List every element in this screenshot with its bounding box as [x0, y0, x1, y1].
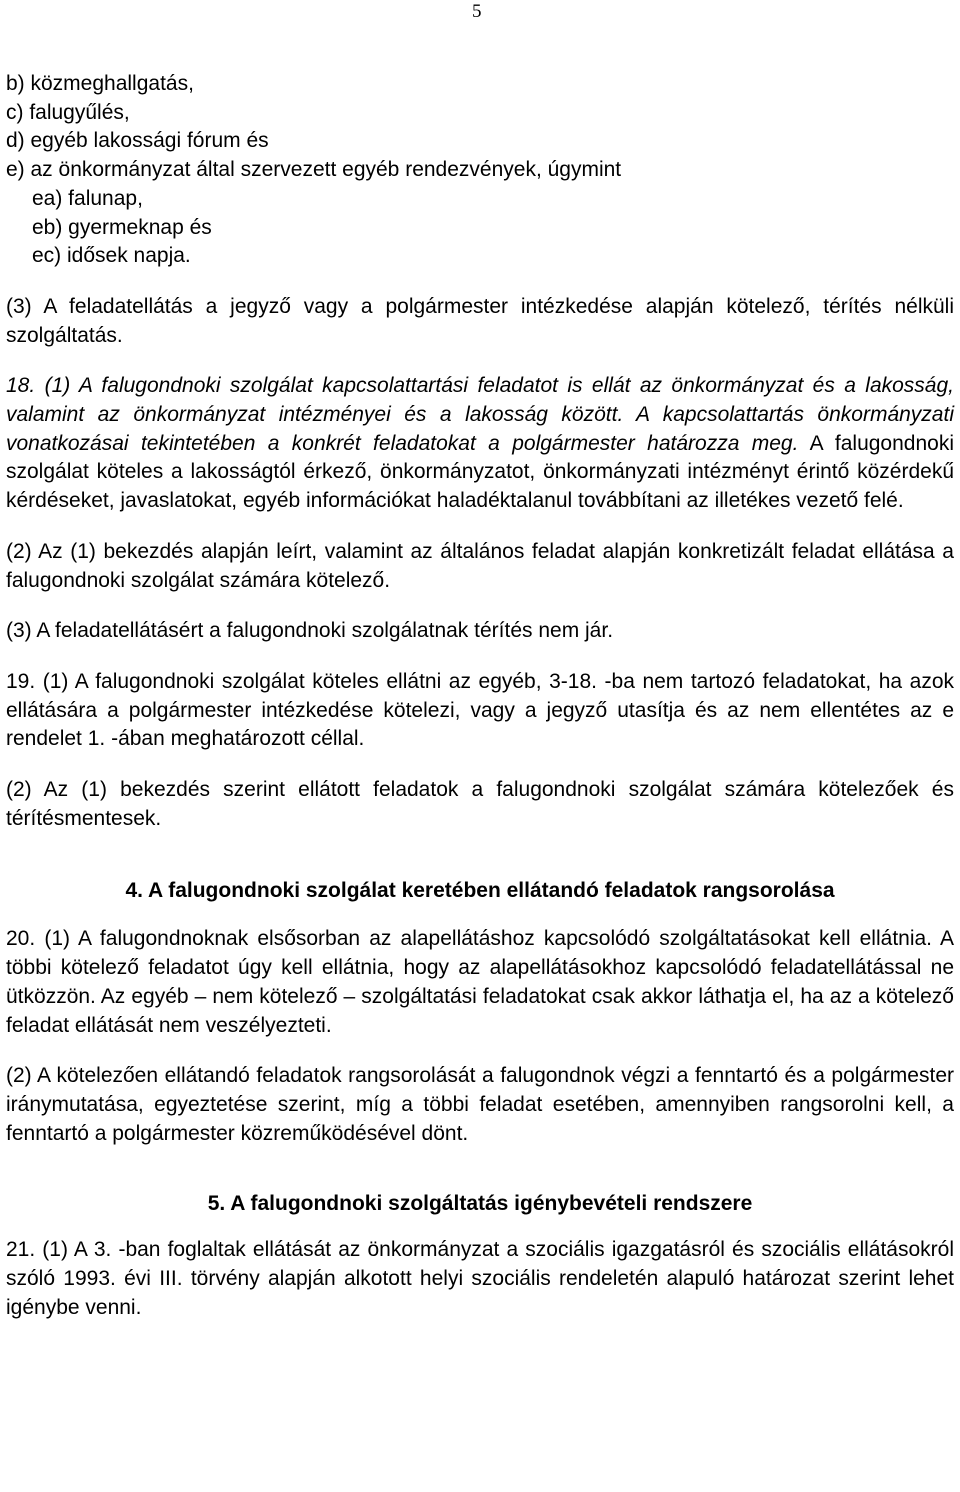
paragraph-segment: (3) A feladatellátásért a falugondnoki szolgálatnak térítés nem jár.	[6, 619, 614, 643]
paragraph-p17-3	[6, 293, 954, 350]
paragraph-p18-1	[6, 372, 954, 516]
list-item: eb) gyermeknap és	[32, 215, 212, 239]
paragraph-p18-3	[6, 617, 954, 646]
section-paragraphs	[6, 293, 954, 834]
paragraph-p21-1: 21. (1) A 3. -ban foglaltak ellátását az önkormányzat a szociális igazgatásról és szociális ellátásokról szóló 1993. évi III. törvény alapján alkotott helyi szociális rendeletén alapuló határozat szerint lehet igénybe venni.	[6, 1238, 954, 1319]
list-item: ec) idősek napja.	[32, 244, 191, 268]
paragraph-p19-1	[6, 668, 954, 754]
paragraph-p20-2: (2) A kötelezően ellátandó feladatok rangsorolását a falugondnok végzi a fenntartó és a polgármester iránymutatása, egyeztetése szerint, míg a többi feladat esetében, amennyiben rangsorolni kell, a fenntartó a polgármester közreműködésével dönt.	[6, 1064, 954, 1145]
paragraph-p20-1: 20. (1) A falugondnoknak elsősorban az alapellátáshoz kapcsolódó szolgáltatásokat kell ellátnia. A többi kötelező feladatot úgy kell ellátnia, hogy az alapellátásokhoz kapcsolódó feladatellátással ne ütközzön. Az egyéb – nem kötelező – szolgáltatási feladatokat csak akkor láthatja el, ha az a kötelező feladat ellátását nem veszélyezteti.	[6, 927, 954, 1037]
paragraph-p19-2	[6, 776, 954, 833]
paragraph-segment: 18. (1) A falugondnoki szolgálat kapcsolattartási feladatot is ellát az önkormányzat és a lakosság, valamint az önkormányzat intézményei és a lakosság között. A kapcsolattartás önkormányzati vonatkozásai tekintetében a konkrét feladatokat a polgármester határozza meg.	[6, 374, 954, 455]
list-item: d) egyéb lakossági fórum és	[6, 129, 269, 153]
section-5-paragraphs	[6, 1236, 954, 1322]
list-item: b) közmeghallgatás,	[6, 72, 194, 95]
page-number: 5	[472, 1, 482, 22]
list-item: e) az önkormányzat által szervezett egyéb rendezvények, úgymint	[6, 158, 622, 182]
paragraph-segment: (3) A feladatellátás a jegyző vagy a polgármester intézkedése alapján kötelező, térítés nélküli szolgáltatás.	[6, 294, 954, 347]
paragraph-segment: (2) Az (1) bekezdés alapján leírt, valamint az általános feladat alapján konkretizált feladat ellátása a falugondnoki szolgálat számára kötelező.	[6, 539, 954, 592]
document-body	[6, 70, 954, 1345]
paragraph-p18-2	[6, 538, 954, 595]
paragraph-segment: (2) Az (1) bekezdés szerint ellátott feladatok a falugondnoki szolgálat számára kötelezőek és térítésmentesek.	[6, 778, 954, 830]
paragraph-segment: 19. (1) A falugondnoki szolgálat köteles ellátni az egyéb, 3-18. -ba nem tartozó feladatokat, ha azok ellátására a polgármester intézkedése kötelezi, vagy a jegyző utasítja és az nem ellentétes az e rendelet 1. -ában meghatározott céllal.	[6, 669, 954, 751]
section-4-heading: 4. A falugondnoki szolgálat keretében ellátandó feladatok rangsorolása	[125, 879, 835, 903]
list-item: ea) falunap,	[32, 186, 143, 210]
section-4-paragraphs	[6, 925, 954, 1148]
section-5-heading: 5. A falugondnoki szolgáltatás igénybevételi rendszere	[207, 1192, 753, 1216]
list-item: c) falugyűlés,	[6, 100, 130, 124]
forum-list	[6, 70, 954, 271]
paragraph-segment: A falugondnoki szolgálat köteles a lakosságtól érkező, önkormányzatot, önkormányzati intézményt érintő közérdekű kérdéseket, javaslatokat, egyéb információkat haladéktalanul továbbítani az illetékes vezető felé.	[6, 431, 954, 513]
